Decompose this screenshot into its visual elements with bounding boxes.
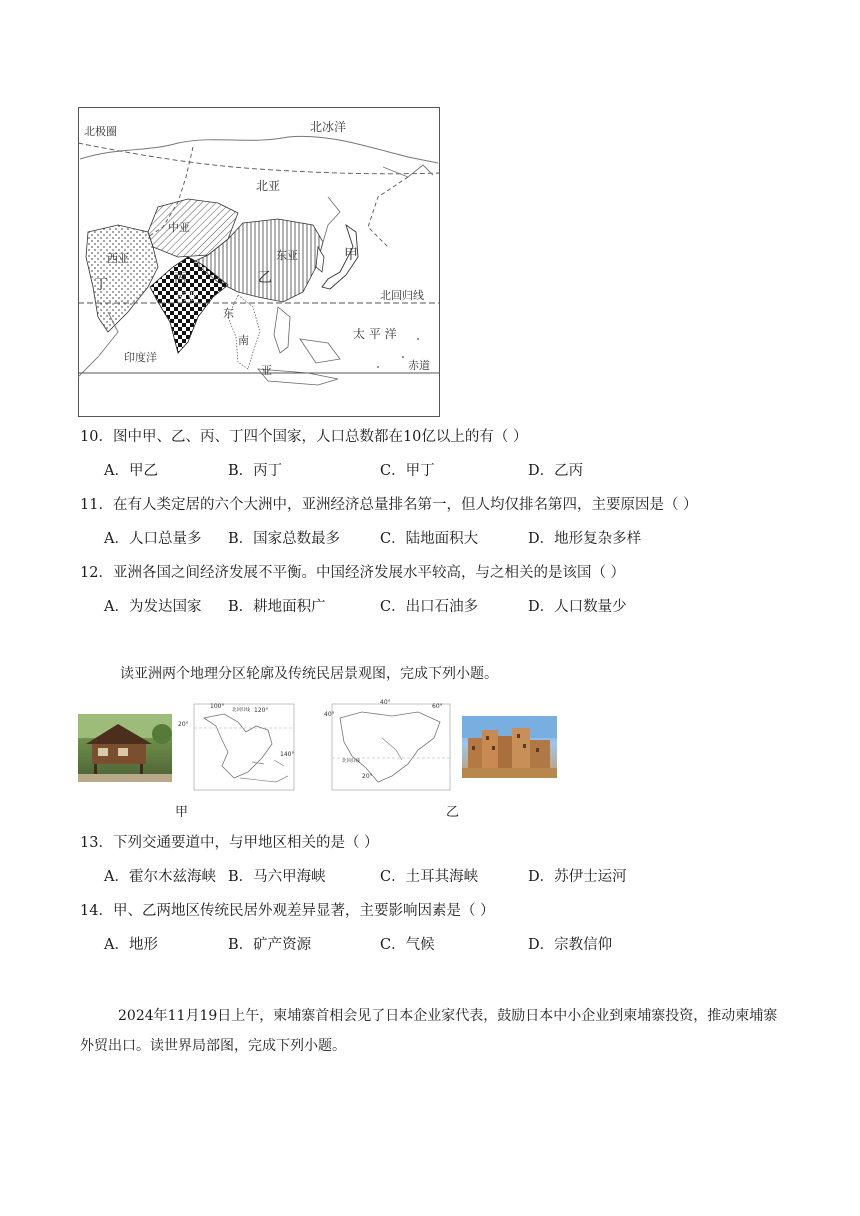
q10-option-d[interactable]: D．乙丙 bbox=[528, 463, 584, 479]
label-arctic-ocean: 北冰洋 bbox=[310, 120, 347, 134]
question-10 bbox=[80, 427, 528, 447]
q11-option-a[interactable]: A．人口总量多 bbox=[104, 531, 202, 547]
yi-lon-60: 60° bbox=[432, 703, 443, 710]
label-tropic: 北回归线 bbox=[380, 289, 424, 302]
q13-option-d[interactable]: D．苏伊士运河 bbox=[528, 869, 627, 885]
question-stem: 下列交通要道中，与甲地区相关的是（ ） bbox=[112, 835, 379, 851]
question-stem: 图中甲、乙、丙、丁四个国家，人口总数都在10亿以上的有（ ） bbox=[112, 429, 528, 445]
yi-lon-40: 40° bbox=[380, 699, 391, 706]
question-12 bbox=[80, 563, 625, 583]
question-14 bbox=[80, 901, 495, 921]
stilt-house-photo bbox=[78, 714, 172, 782]
label-jia: 甲 bbox=[344, 247, 358, 263]
question-11 bbox=[80, 495, 698, 515]
label-south-asia: 南亚 bbox=[176, 290, 198, 303]
q11-option-b[interactable]: B．国家总数最多 bbox=[228, 531, 341, 547]
question-number: 13． bbox=[80, 835, 113, 851]
jia-lon-120: 120° bbox=[254, 707, 269, 714]
jia-lat-20: 20° bbox=[178, 721, 189, 728]
label-north-asia: 北亚 bbox=[256, 179, 281, 193]
q11-option-d[interactable]: D．地形复杂多样 bbox=[528, 531, 642, 547]
asia-regions-map bbox=[78, 107, 440, 417]
label-bing: 丙 bbox=[174, 271, 188, 286]
question-number: 14． bbox=[80, 903, 113, 919]
q10-option-a[interactable]: A．甲乙 bbox=[104, 463, 158, 479]
label-west-asia: 西亚 bbox=[107, 252, 129, 265]
label-pacific: 太 平 洋 bbox=[353, 327, 397, 341]
q14-option-a[interactable]: A．地形 bbox=[104, 937, 158, 953]
label-indian-ocean: 印度洋 bbox=[124, 351, 157, 364]
label-yi: 乙 bbox=[258, 270, 272, 286]
q12-option-b[interactable]: B．耕地面积广 bbox=[228, 599, 326, 615]
q14-option-b[interactable]: B．矿产资源 bbox=[228, 937, 312, 953]
mud-brick-house-photo bbox=[462, 716, 557, 778]
question-number: 10． bbox=[80, 429, 113, 445]
question-stem: 在有人类定居的六个大洲中，亚洲经济总量排名第一，但人均仅排名第四，主要原因是（ ） bbox=[112, 497, 698, 513]
question-number: 11． bbox=[80, 497, 113, 513]
yi-tropic: 北回归线 bbox=[342, 759, 360, 764]
yi-lat-40: 40° bbox=[324, 711, 335, 718]
yi-lat-20: 20° bbox=[362, 773, 373, 780]
q10-option-b[interactable]: B．丙丁 bbox=[228, 463, 283, 479]
question-13 bbox=[80, 833, 379, 853]
jia-lon-140: 140° bbox=[280, 751, 295, 758]
q11-option-c[interactable]: C．陆地面积大 bbox=[380, 531, 479, 547]
question-number: 12． bbox=[80, 565, 113, 581]
q14-option-c[interactable]: C．气候 bbox=[380, 937, 435, 953]
q10-option-c[interactable]: C．甲丁 bbox=[380, 463, 435, 479]
q12-option-a[interactable]: A．为发达国家 bbox=[104, 599, 202, 615]
q14-option-d[interactable]: D．宗教信仰 bbox=[528, 937, 613, 953]
label-southeast-2: 南 bbox=[238, 334, 249, 347]
label-arctic-circle: 北极圈 bbox=[84, 125, 117, 138]
label-southeast-1: 东 bbox=[223, 307, 234, 320]
jia-tropic: 北回归线 bbox=[232, 708, 250, 713]
west-asia-outline-map bbox=[322, 698, 460, 796]
q12-option-d[interactable]: D．人口数量少 bbox=[528, 599, 627, 615]
question-stem: 亚洲各国之间经济发展不平衡。中国经济发展水平较高，与之相关的是该国（ ） bbox=[112, 565, 626, 581]
label-southeast-3: 亚 bbox=[261, 364, 272, 377]
question-stem: 甲、乙两地区传统民居外观差异显著，主要影响因素是（ ） bbox=[112, 903, 495, 919]
q12-option-c[interactable]: C．出口石油多 bbox=[380, 599, 479, 615]
intro-paragraph-2: 读亚洲两个地理分区轮廓及传统民居景观图，完成下列小题。 bbox=[120, 666, 498, 682]
caption-jia: 甲 bbox=[175, 805, 189, 820]
label-central-asia: 中亚 bbox=[168, 221, 190, 234]
q13-option-c[interactable]: C．土耳其海峡 bbox=[380, 869, 479, 885]
q13-option-b[interactable]: B．马六甲海峡 bbox=[228, 869, 326, 885]
q13-option-a[interactable]: A．霍尔木兹海峡 bbox=[104, 869, 216, 885]
intro-paragraph-3: 2024年11月19日上午，柬埔寨首相会见了日本企业家代表，鼓励日本中小企业到柬埔寨投资，推动柬埔寨外贸出口。读世界局部图，完成下列小题。 bbox=[80, 1008, 778, 1054]
label-ding: 丁 bbox=[94, 277, 108, 293]
label-east-asia: 东亚 bbox=[276, 249, 298, 262]
southeast-asia-outline-map bbox=[176, 700, 306, 795]
caption-yi: 乙 bbox=[446, 805, 460, 820]
jia-lon-100: 100° bbox=[210, 703, 225, 710]
label-equator: 赤道 bbox=[408, 359, 430, 372]
